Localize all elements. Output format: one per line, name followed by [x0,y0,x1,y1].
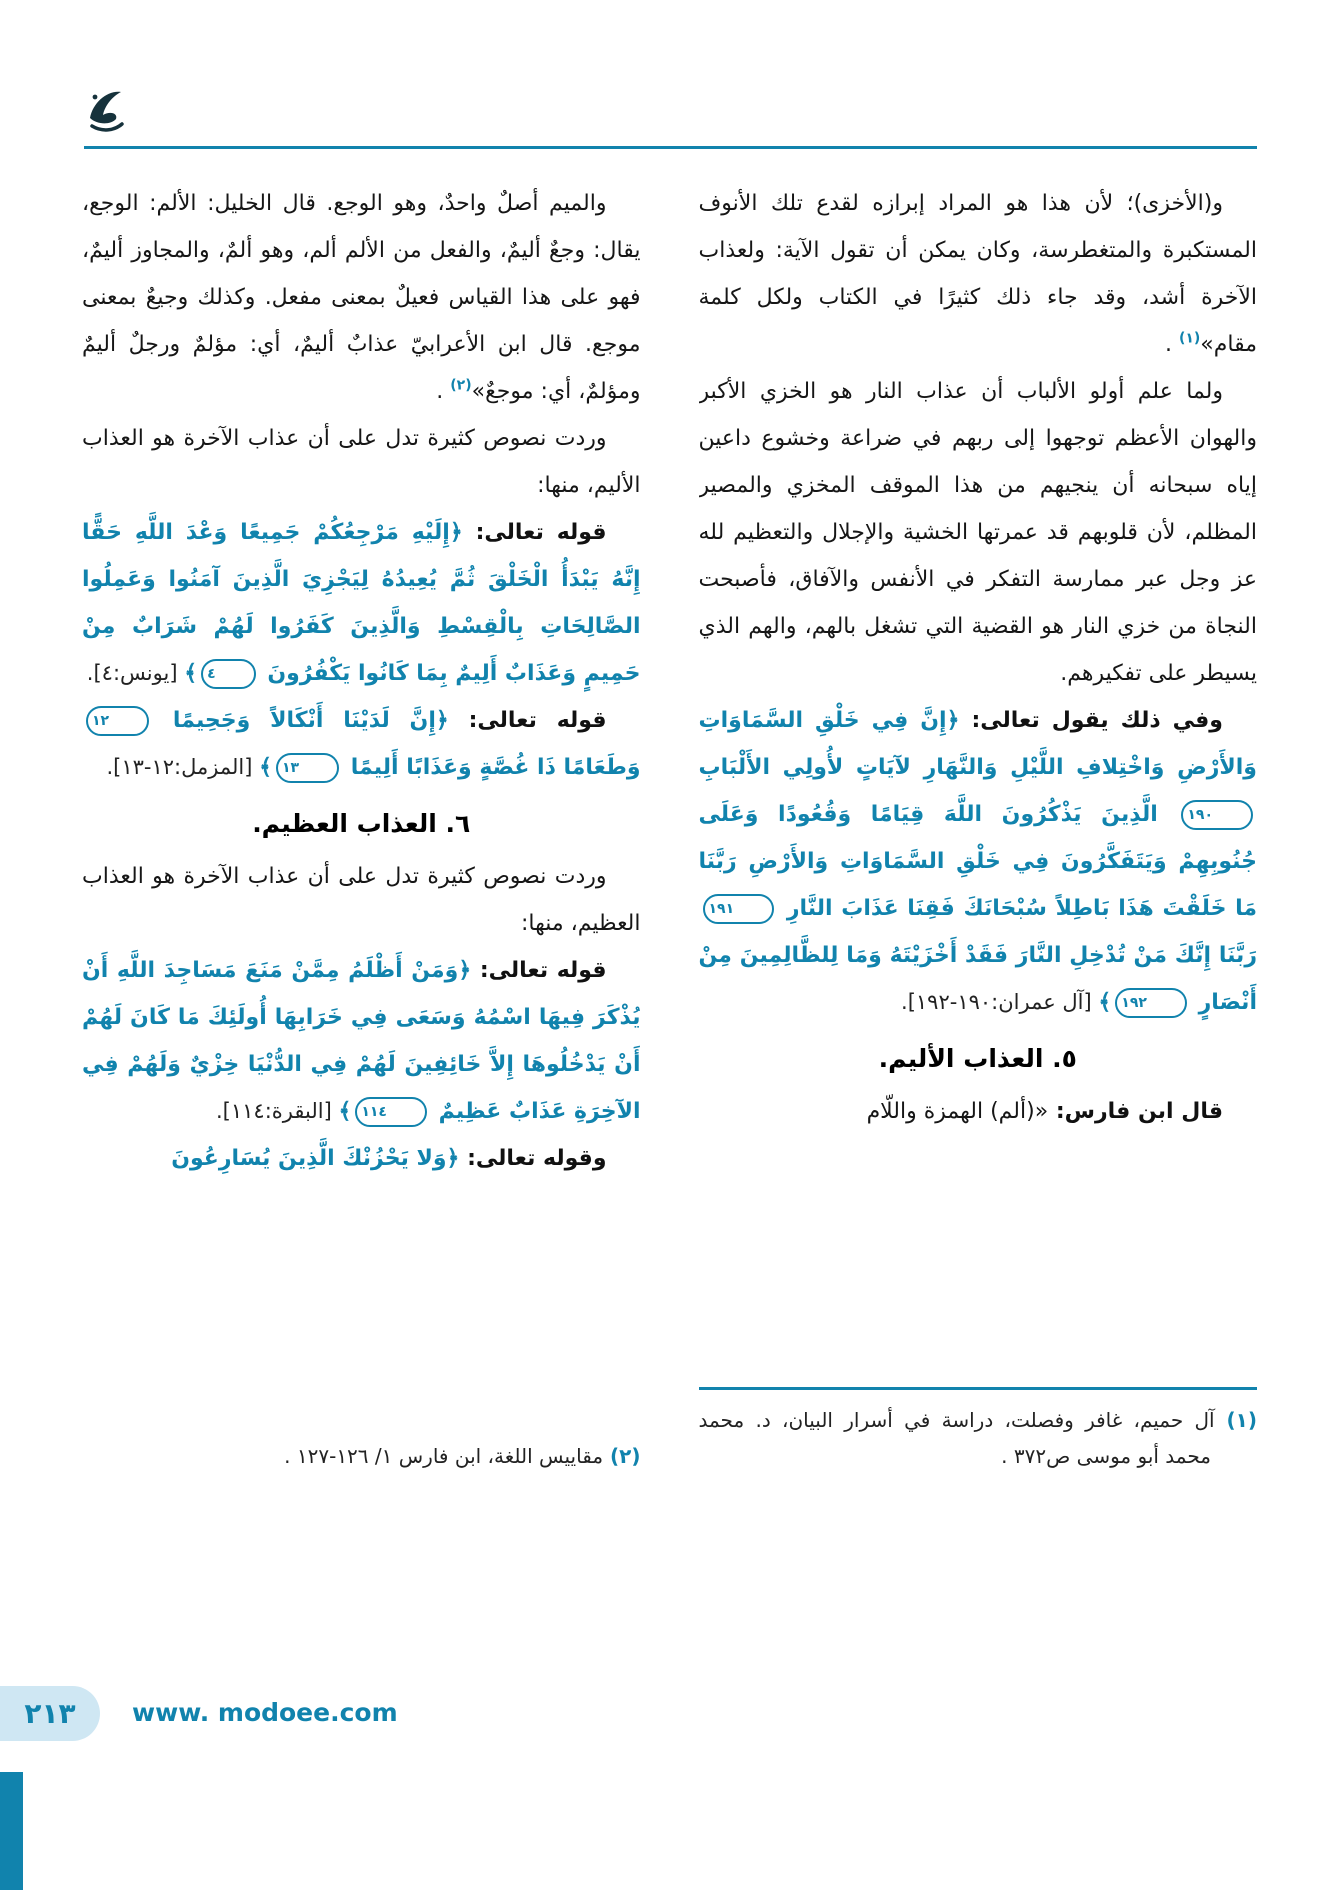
section-heading [82,799,641,849]
quran-text: رَبَّنَا إِنَّكَ مَنْ تُدْخِلِ النَّارَ فَقَدْ أَخْزَيْتَهُ وَمَا لِلظَّالِمِينَ مِنْ أَنْصَارٍ [698,943,1257,1015]
verse-number: ١٢ [86,706,149,736]
text-run: . [1164,332,1179,357]
text-run: والميم أصلٌ واحدٌ، وهو الوجع. قال الخليل: الألم: الوجع، يقال: وجعٌ أليمٌ، والفعل من الألم ألم، وهو ألمٌ، والمجاوز أليمٌ، فهو على هذا القياس فعيلٌ بمعنى مفعل. وكذلك وجيعٌ بمعنى موجع. قال ابن الأعرابيّ عذابٌ أليمٌ، أي: مؤلمٌ ورجلٌ أليمٌ ومؤلمٌ، أي: موجعٌ» [82,191,641,404]
paragraph [699,697,1258,1026]
footnote-number: (٢) [603,1444,641,1468]
footnote-mark: (٢) [450,377,472,394]
verse-number: ١٩٠ [1181,800,1253,830]
footnote [82,1438,641,1474]
quran-text: وَطَعَامًا ذَا غُصَّةٍ وَعَذَابًا أَلِيمًا [343,755,641,780]
lead-in-text: وقوله تعالى: [459,1146,607,1171]
quran-text: ﴿وَمَنْ أَظْلَمُ مِمَّنْ مَنَعَ مَسَاجِدَ اللَّهِ أَنْ يُذْكَرَ فِيهَا اسْمُهُ وَسَعَى فِي خَرَابِهَا أُولَئِكَ مَا كَانَ لَهُمْ أَنْ يَدْخُلُوهَا إِلاَّ خَائِفِينَ لَهُمْ فِي الدُّنْيَا خِزْيٌ وَلَهُمْ فِي الآخِرَةِ عَذَابٌ عَظِيمٌ [82,958,641,1124]
text-run: . [436,379,451,404]
verse-number: ١٩٢ [1115,988,1187,1018]
verse-reference: [المزمل:١٢-١٣]. [106,755,260,779]
verse-reference: [يونس:٤]. [86,661,185,685]
text-run: «(ألم) الهمزة واللّام [866,1099,1049,1124]
quran-text: ﴿إِلَيْهِ مَرْجِعُكُمْ جَمِيعًا وَعْدَ اللَّهِ حَقًّا إِنَّهُ يَبْدَأُ الْخَلْقَ ثُمَّ يُعِيدُهُ لِيَجْزِيَ الَّذِينَ آمَنُوا وَعَمِلُوا الصَّالِحَاتِ بِالْقِسْطِ وَالَّذِينَ كَفَرُوا لَهُمْ شَرَابٌ مِنْ حَمِيمٍ وَعَذَابٌ أَلِيمٌ بِمَا كَانُوا يَكْفُرُونَ [82,520,641,686]
quran-text: ﴿وَلا يَحْزُنْكَ الَّذِينَ يُسَارِعُونَ [171,1146,460,1171]
calligraphy-emblem-icon [84,84,128,138]
paragraph [82,1135,641,1182]
verse-number: ٤ [201,659,256,689]
paragraph [82,947,641,1135]
verse-number: ١١٤ [355,1097,427,1127]
paragraph [699,180,1258,368]
column-left [82,180,641,1474]
quran-text: ﴾ [184,661,198,686]
paragraph [82,697,641,791]
lead-in-text: قوله تعالى: [462,520,607,545]
text-columns [82,180,1257,1474]
header-rule [84,146,1257,149]
verse-number: ١٩١ [703,894,775,924]
quran-text: الَّذِينَ يَذْكُرُونَ اللَّهَ قِيَامًا وَقُعُودًا وَعَلَى جُنُوبِهِمْ وَيَتَفَكَّرُونَ فِي خَلْقِ السَّمَاوَاتِ وَالأَرْضِ رَبَّنَا مَا خَلَقْتَ هَذَا بَاطِلاً سُبْحَانَكَ فَقِنَا عَذَابَ النَّارِ [698,802,1257,921]
lead-in-text: قوله تعالى: [471,958,607,983]
paragraph [82,415,641,509]
footnote-mark: (١) [1178,330,1201,347]
text-run: ٥. العذاب الأليم. [878,1044,1077,1073]
footnote-separator [699,1387,1258,1390]
text-run: وردت نصوص كثيرة تدل على أن عذاب الآخرة هو العذاب الأليم، منها: [82,426,641,498]
footnote [699,1402,1258,1474]
footnote-text: مقاييس اللغة، ابن فارس ١/ ١٢٦-١٢٧ . [284,1444,604,1468]
paragraph [82,180,641,415]
page-number-tab [0,1686,100,1741]
text-run: ٦. العذاب العظيم. [252,809,471,838]
calligraphy-logo [84,84,128,138]
quran-text: ﴾ [259,755,272,780]
lead-in-text: قوله تعالى: [448,708,607,733]
paragraph [82,853,641,947]
footnote-text: آل حميم، غافر وفصلت، دراسة في أسرار البيان، د. محمد محمد أبو موسى ص٣٧٢ . [698,1408,1215,1468]
column-right [699,180,1258,1474]
verse-reference: [البقرة:١١٤]. [216,1099,339,1123]
quran-text: ﴾ [338,1099,352,1124]
corner-bar [0,1772,23,1890]
paragraph [699,1088,1258,1135]
paragraph [699,368,1258,697]
paragraph [82,509,641,697]
verse-reference: [آل عمران:١٩٠-١٩٢]. [901,990,1099,1014]
quran-text: ﴿إِنَّ فِي خَلْقِ السَّمَاوَاتِ وَالأَرْضِ وَاخْتِلافِ اللَّيْلِ وَالنَّهَارِ لآيَاتٍ لأُولِي الأَلْبَابِ [698,708,1257,780]
lead-in-text: وفي ذلك يقول تعالى: [959,708,1223,733]
text-run: و(الأخزى)؛ لأن هذا هو المراد إبرازه لقدع تلك الأنوف المستكبرة والمتغطرسة، وكان يمكن أن تقول الآية: ولعذاب الآخرة أشد، وقد جاء ذلك كثيرًا في الكتاب ولكل كلمة مقام» [698,191,1257,357]
quran-text: ﴿إِنَّ لَدَيْنَا أَنْكَالاً وَجَحِيمًا [153,708,449,733]
lead-in-text: قال ابن فارس: [1048,1099,1223,1124]
website-url: www. modoee.com [132,1698,398,1727]
text-run: وردت نصوص كثيرة تدل على أن عذاب الآخرة هو العذاب العظيم، منها: [82,864,641,936]
section-heading [699,1034,1258,1084]
quran-text: ﴾ [1098,990,1112,1015]
footnote-number: (١) [1214,1408,1257,1432]
footnotes [699,1383,1258,1474]
text-run: ولما علم أولو الألباب أن عذاب النار هو الخزي الأكبر والهوان الأعظم توجهوا إلى ربهم في ضراعة وخشوع داعين إياه سبحانه أن ينجيهم من هذا الموقف المخزي والمصير المظلم، لأن قلوبهم قد عمرتها الخشية والإجلال والتعظيم لله عز وجل عبر ممارسة التفكر في الأنفس والآفاق، فأصبحت النجاة من خزي النار هو القضية التي تشغل بالهم، والهم الذي يسيطر على تفكيرهم. [698,379,1257,686]
footnotes [82,1434,641,1474]
page-number: ٢١٣ [24,1697,76,1730]
verse-number: ١٣ [276,753,339,783]
